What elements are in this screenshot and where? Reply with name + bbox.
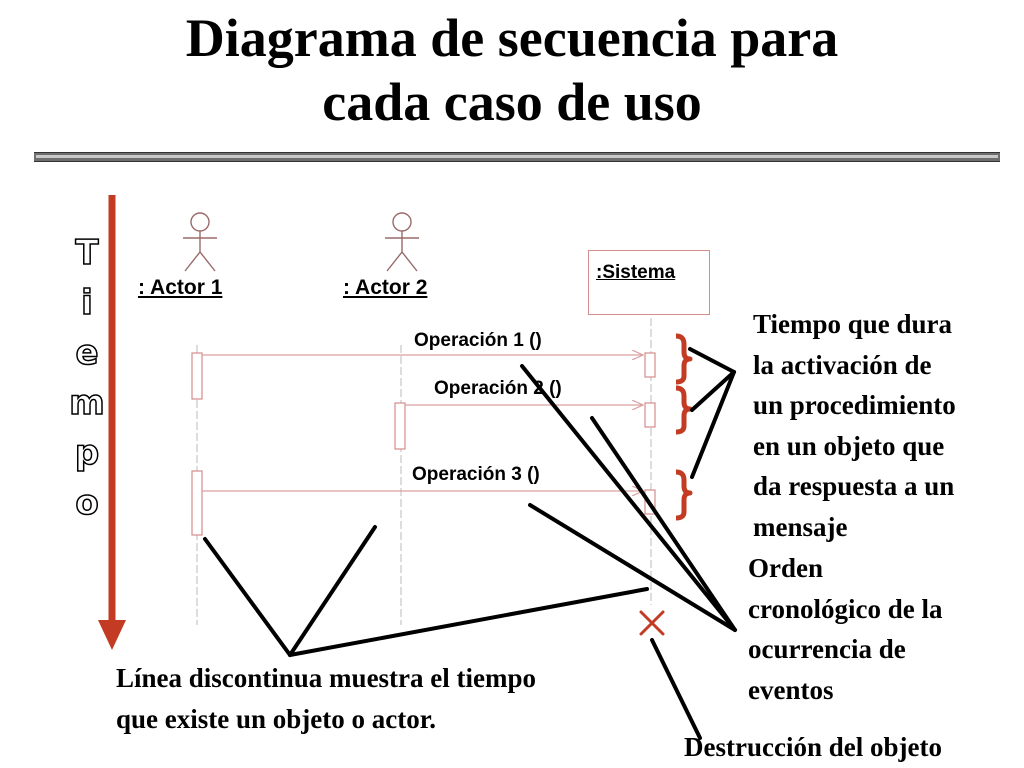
note-line: Destrucción del objeto	[684, 732, 942, 762]
message-label-2: Operación 2 ()	[434, 378, 562, 399]
chronological-order-note	[748, 548, 942, 710]
note-line: ocurrencia de	[748, 634, 906, 664]
destruction-note	[684, 727, 942, 768]
actor-2-icon	[385, 213, 419, 271]
message-label-1: Operación 1 ()	[414, 330, 542, 351]
activation-pointer-lines	[690, 349, 734, 477]
activation-brackets	[676, 336, 690, 518]
note-line: en un objeto que	[753, 430, 945, 461]
activation-system-1	[645, 353, 655, 377]
note-line: la activación de	[753, 349, 932, 380]
note-line: Tiempo que dura	[753, 309, 953, 339]
destruction-pointer-line	[652, 640, 700, 738]
activation-actor-1-b	[192, 471, 202, 535]
title-line-2: cada caso de uso	[322, 72, 702, 132]
lifeline-pointer-lines	[205, 527, 647, 655]
note-line: un procedimiento	[753, 390, 956, 420]
time-letter: T	[75, 233, 99, 273]
note-line: Orden	[748, 553, 824, 583]
system-object-label: :Sistema	[596, 262, 676, 283]
note-line: eventos	[748, 674, 834, 705]
time-letter: m	[69, 383, 105, 423]
time-letter: o	[75, 483, 99, 523]
note-line: cronológico de la	[748, 593, 943, 624]
note-line: Línea discontinua muestra el tiempo	[116, 663, 537, 693]
actor-1-icon	[183, 213, 217, 271]
note-line: que existe un objeto o actor.	[116, 703, 436, 734]
time-letter: p	[74, 433, 100, 473]
note-line: mensaje	[753, 511, 848, 542]
actor-2-label: : Actor 2	[343, 276, 428, 299]
note-line: da respuesta a un	[753, 471, 955, 501]
activation-actor-2	[395, 403, 405, 449]
destruction-x-icon	[641, 612, 663, 634]
title-line-1: Diagrama de secuencia para	[185, 8, 839, 68]
activation-actor-1-a	[192, 353, 202, 399]
actor-1-label: : Actor 1	[138, 276, 223, 299]
time-letter: i	[81, 283, 93, 323]
time-letter: e	[75, 333, 99, 373]
activation-time-note	[753, 304, 956, 547]
dashed-line-note	[116, 658, 536, 739]
time-axis-label	[62, 228, 112, 528]
message-label-3: Operación 3 ()	[412, 464, 540, 485]
activation-system-2	[645, 403, 655, 427]
